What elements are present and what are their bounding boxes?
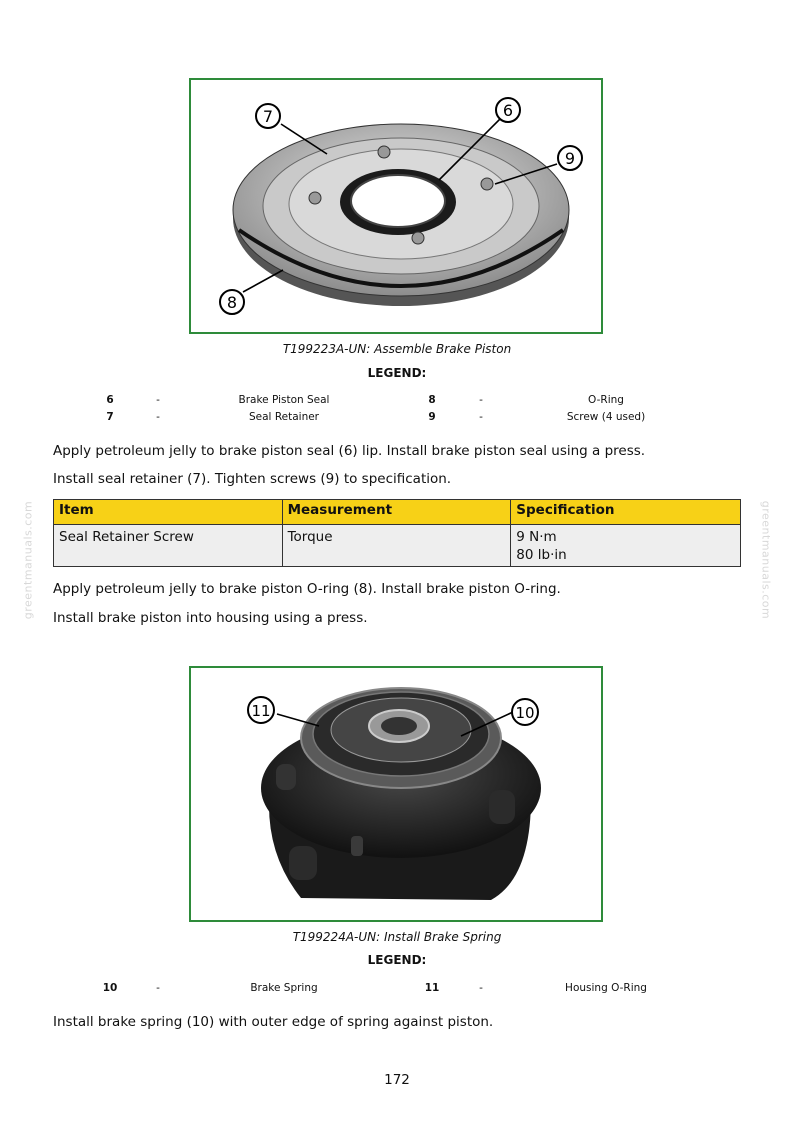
table-header-row	[54, 500, 741, 525]
legend-number: 10	[102, 982, 118, 994]
brake-spring-illustration	[191, 668, 601, 920]
paragraph-piston-install: Install brake piston into housing using a press.	[53, 610, 368, 626]
page-number: 172	[384, 1072, 410, 1088]
paragraph-oring-install: Apply petroleum jelly to brake piston O-ring (8). Install brake piston O-ring.	[53, 581, 561, 597]
legend-number: 6	[106, 394, 114, 406]
spec-metric: 9 N·m	[516, 529, 557, 545]
legend-dash: -	[479, 411, 483, 423]
brake-piston-illustration	[191, 80, 601, 332]
figure-brake-spring	[189, 666, 603, 922]
callout-9: 9	[564, 149, 576, 168]
legend-dash: -	[156, 982, 160, 994]
figure-brake-piston	[189, 78, 603, 334]
legend-name: Screw (4 used)	[566, 411, 646, 423]
legend-number: 7	[106, 411, 114, 423]
watermark-left: greentmanuals.com	[21, 500, 35, 620]
legend1-row-2	[0, 411, 794, 427]
cell-specification	[511, 525, 741, 567]
legend1-title: LEGEND:	[367, 366, 427, 380]
header-item: Item	[54, 500, 283, 525]
table-row	[54, 525, 741, 567]
header-specification: Specification	[511, 500, 741, 525]
paragraph-spring-install: Install brake spring (10) with outer edge of spring against piston.	[53, 1014, 494, 1030]
paragraph-retainer-install: Install seal retainer (7). Tighten screws (9) to specification.	[53, 471, 452, 487]
header-measurement: Measurement	[282, 500, 511, 525]
legend-dash: -	[479, 394, 483, 406]
legend2-row-1	[0, 982, 794, 998]
callout-8: 8	[226, 293, 238, 312]
legend-number: 8	[428, 394, 436, 406]
legend-name: O-Ring	[588, 394, 624, 406]
cell-measurement: Torque	[282, 525, 511, 567]
legend-name: Brake Piston Seal	[238, 394, 330, 406]
watermark-right: greentmanuals.com	[759, 500, 773, 620]
legend-name: Brake Spring	[250, 982, 318, 994]
legend-number: 9	[428, 411, 436, 423]
callout-11: 11	[251, 702, 271, 720]
legend-number: 11	[424, 982, 440, 994]
figure1-caption: T199223A-UN: Assemble Brake Piston	[282, 342, 512, 356]
callout-6: 6	[502, 101, 514, 120]
paragraph-seal-install: Apply petroleum jelly to brake piston seal (6) lip. Install brake piston seal using a press.	[53, 443, 646, 459]
callout-10: 10	[515, 704, 535, 722]
legend-name: Housing O-Ring	[565, 982, 647, 994]
legend1-row-1	[0, 394, 794, 410]
legend-name: Seal Retainer	[249, 411, 319, 423]
spec-imperial: 80 lb·in	[516, 547, 567, 563]
callout-7: 7	[262, 107, 274, 126]
cell-item: Seal Retainer Screw	[54, 525, 283, 567]
legend-dash: -	[156, 394, 160, 406]
legend-dash: -	[479, 982, 483, 994]
specification-table	[53, 499, 741, 567]
legend2-title: LEGEND:	[367, 953, 427, 967]
legend-dash: -	[156, 411, 160, 423]
figure2-caption: T199224A-UN: Install Brake Spring	[292, 930, 502, 944]
